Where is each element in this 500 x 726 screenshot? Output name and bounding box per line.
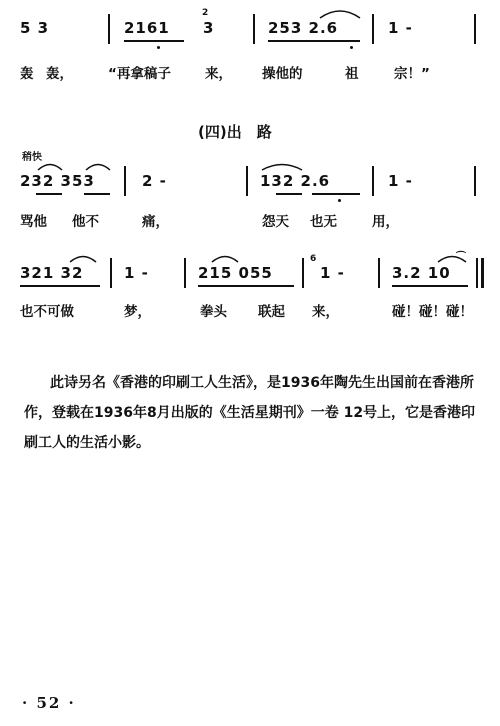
lyric: 骂他 bbox=[20, 214, 47, 230]
measure-5: 3.2 10 bbox=[392, 264, 451, 282]
beam bbox=[276, 193, 302, 195]
lyric: 痛， bbox=[142, 214, 169, 230]
barline bbox=[378, 258, 380, 288]
measure-4: 1 - bbox=[388, 19, 413, 37]
slur bbox=[210, 252, 240, 264]
beam bbox=[198, 285, 294, 287]
low-dot bbox=[338, 199, 341, 202]
barline bbox=[246, 166, 248, 196]
barline bbox=[474, 14, 476, 44]
barline bbox=[110, 258, 112, 288]
lyric: 联起 bbox=[258, 304, 285, 320]
note-paragraph bbox=[24, 368, 484, 458]
lyric: 来， bbox=[205, 66, 232, 82]
barline bbox=[372, 14, 374, 44]
lyric: 梦， bbox=[124, 304, 151, 320]
barline bbox=[253, 14, 255, 44]
note-text: 此诗另名《香港的印刷工人生活》，是1936年陶先生出国前在香港所作，登载在1936年8月出版的《生活星期刊》一卷 12号上，它是香港印刷工人的生活小影。 bbox=[24, 375, 476, 451]
low-dot bbox=[157, 46, 160, 49]
lyric: 碰！碰！碰！ bbox=[392, 304, 473, 320]
barline bbox=[124, 166, 126, 196]
slur bbox=[260, 160, 304, 172]
lyric: 怨天 bbox=[262, 214, 289, 230]
page-number: · 52 · bbox=[22, 694, 76, 712]
measure-1: 5 3 bbox=[20, 19, 50, 37]
measure-3: 215 055 bbox=[198, 264, 273, 282]
measure-1: 232 353 bbox=[20, 172, 95, 190]
measure-3: 132 2.6 bbox=[260, 172, 331, 190]
slur bbox=[36, 160, 64, 172]
lyric: “再拿稿子 bbox=[108, 66, 171, 82]
slur bbox=[84, 160, 112, 172]
measure-1: 321 32 bbox=[20, 264, 84, 282]
section-title: (四)出 路 bbox=[198, 123, 272, 141]
grace-note: 6 bbox=[310, 254, 317, 264]
measure-4: 1 - bbox=[320, 264, 345, 282]
fermata-icon: ⌒ bbox=[456, 252, 466, 263]
barline bbox=[184, 258, 186, 288]
lyric: 操他的 bbox=[262, 66, 303, 82]
beam bbox=[124, 40, 184, 42]
final-barline bbox=[481, 258, 484, 288]
tempo-marking: 稍快 bbox=[22, 152, 42, 163]
beam bbox=[20, 285, 100, 287]
lyric: 来， bbox=[312, 304, 339, 320]
measure-2: 1 - bbox=[124, 264, 149, 282]
lyric: 也不可做 bbox=[20, 304, 74, 320]
slur bbox=[68, 252, 98, 264]
grace-note: 2 bbox=[202, 8, 209, 18]
beam bbox=[84, 193, 110, 195]
measure-2: 2 - bbox=[142, 172, 167, 190]
lyric: 轰， bbox=[46, 66, 73, 82]
beam bbox=[36, 193, 62, 195]
barline bbox=[302, 258, 304, 288]
lyric: 用， bbox=[372, 214, 399, 230]
beam bbox=[268, 40, 360, 42]
barline bbox=[474, 166, 476, 196]
beam bbox=[312, 193, 360, 195]
lyric: 宗！” bbox=[394, 66, 430, 82]
lyric: 轰 bbox=[20, 66, 34, 82]
lyric: 也无 bbox=[310, 214, 337, 230]
measure-3: 253 2.6 bbox=[268, 19, 339, 37]
lyric: 祖 bbox=[345, 66, 359, 82]
barline bbox=[108, 14, 110, 44]
measure-2-end: 3 bbox=[203, 19, 215, 37]
low-dot bbox=[350, 46, 353, 49]
lyric: 拳头 bbox=[200, 304, 227, 320]
measure-2: 2161 bbox=[124, 19, 170, 37]
lyric: 他不 bbox=[72, 214, 99, 230]
measure-4: 1 - bbox=[388, 172, 413, 190]
beam bbox=[392, 285, 468, 287]
slur bbox=[318, 6, 362, 20]
barline bbox=[372, 166, 374, 196]
barline bbox=[476, 258, 478, 288]
